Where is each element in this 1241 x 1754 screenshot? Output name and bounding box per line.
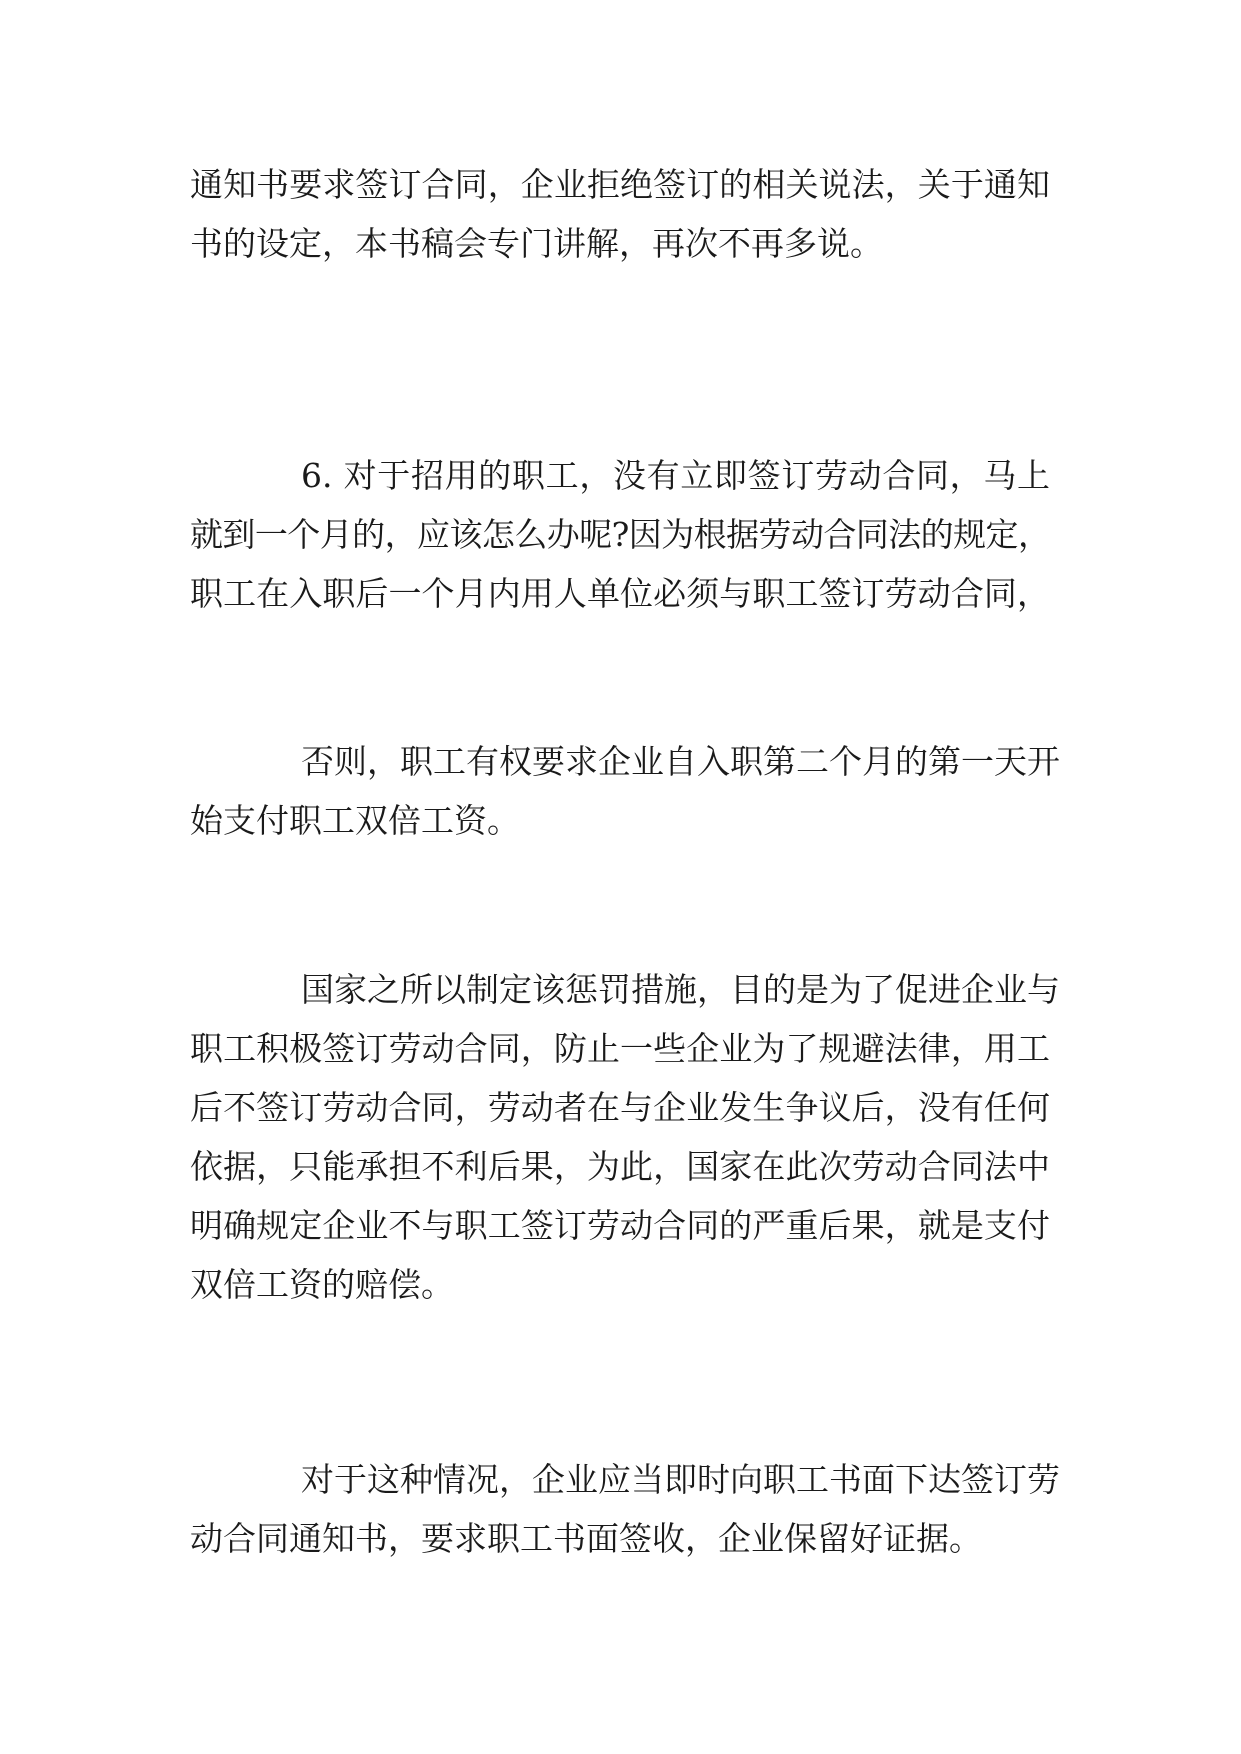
text-line: 就到一个月的，应该怎么办呢?因为根据劳动合同法的规定， <box>190 515 1050 554</box>
text-line: 对于这种情况，企业应当即时向职工书面下达签订劳 <box>301 1460 1060 1499</box>
text-line: 始支付职工双倍工资。 <box>190 801 520 840</box>
text-line: 动合同通知书，要求职工书面签收，企业保留好证据。 <box>190 1519 982 1558</box>
text-line: 明确规定企业不与职工签订劳动合同的严重后果，就是支付 <box>190 1206 1050 1245</box>
text-line: 6. 对于招用的职工，没有立即签订劳动合同，马上 <box>301 456 1050 495</box>
text-line: 否则，职工有权要求企业自入职第二个月的第一天开 <box>301 742 1060 781</box>
paragraph-notice-contract <box>190 155 1050 273</box>
text-line: 后不签订劳动合同，劳动者在与企业发生争议后，没有任何 <box>190 1088 1050 1127</box>
text-line: 职工积极签订劳动合同，防止一些企业为了规避法律，用工 <box>190 1029 1050 1068</box>
paragraph-double-wages <box>190 732 1060 850</box>
paragraph-written-notice <box>190 1450 1060 1568</box>
paragraph-item-6 <box>190 446 1050 623</box>
text-line: 国家之所以制定该惩罚措施，目的是为了促进企业与 <box>301 970 1060 1009</box>
text-line: 书的设定，本书稿会专门讲解，再次不再多说。 <box>190 224 883 263</box>
text-line: 通知书要求签订合同，企业拒绝签订的相关说法，关于通知 <box>190 165 1050 204</box>
paragraph-penalty-reason <box>190 960 1060 1314</box>
text-line: 双倍工资的赔偿。 <box>190 1265 454 1304</box>
text-line: 依据，只能承担不利后果，为此，国家在此次劳动合同法中 <box>190 1147 1050 1186</box>
text-line: 职工在入职后一个月内用人单位必须与职工签订劳动合同， <box>190 574 1050 613</box>
